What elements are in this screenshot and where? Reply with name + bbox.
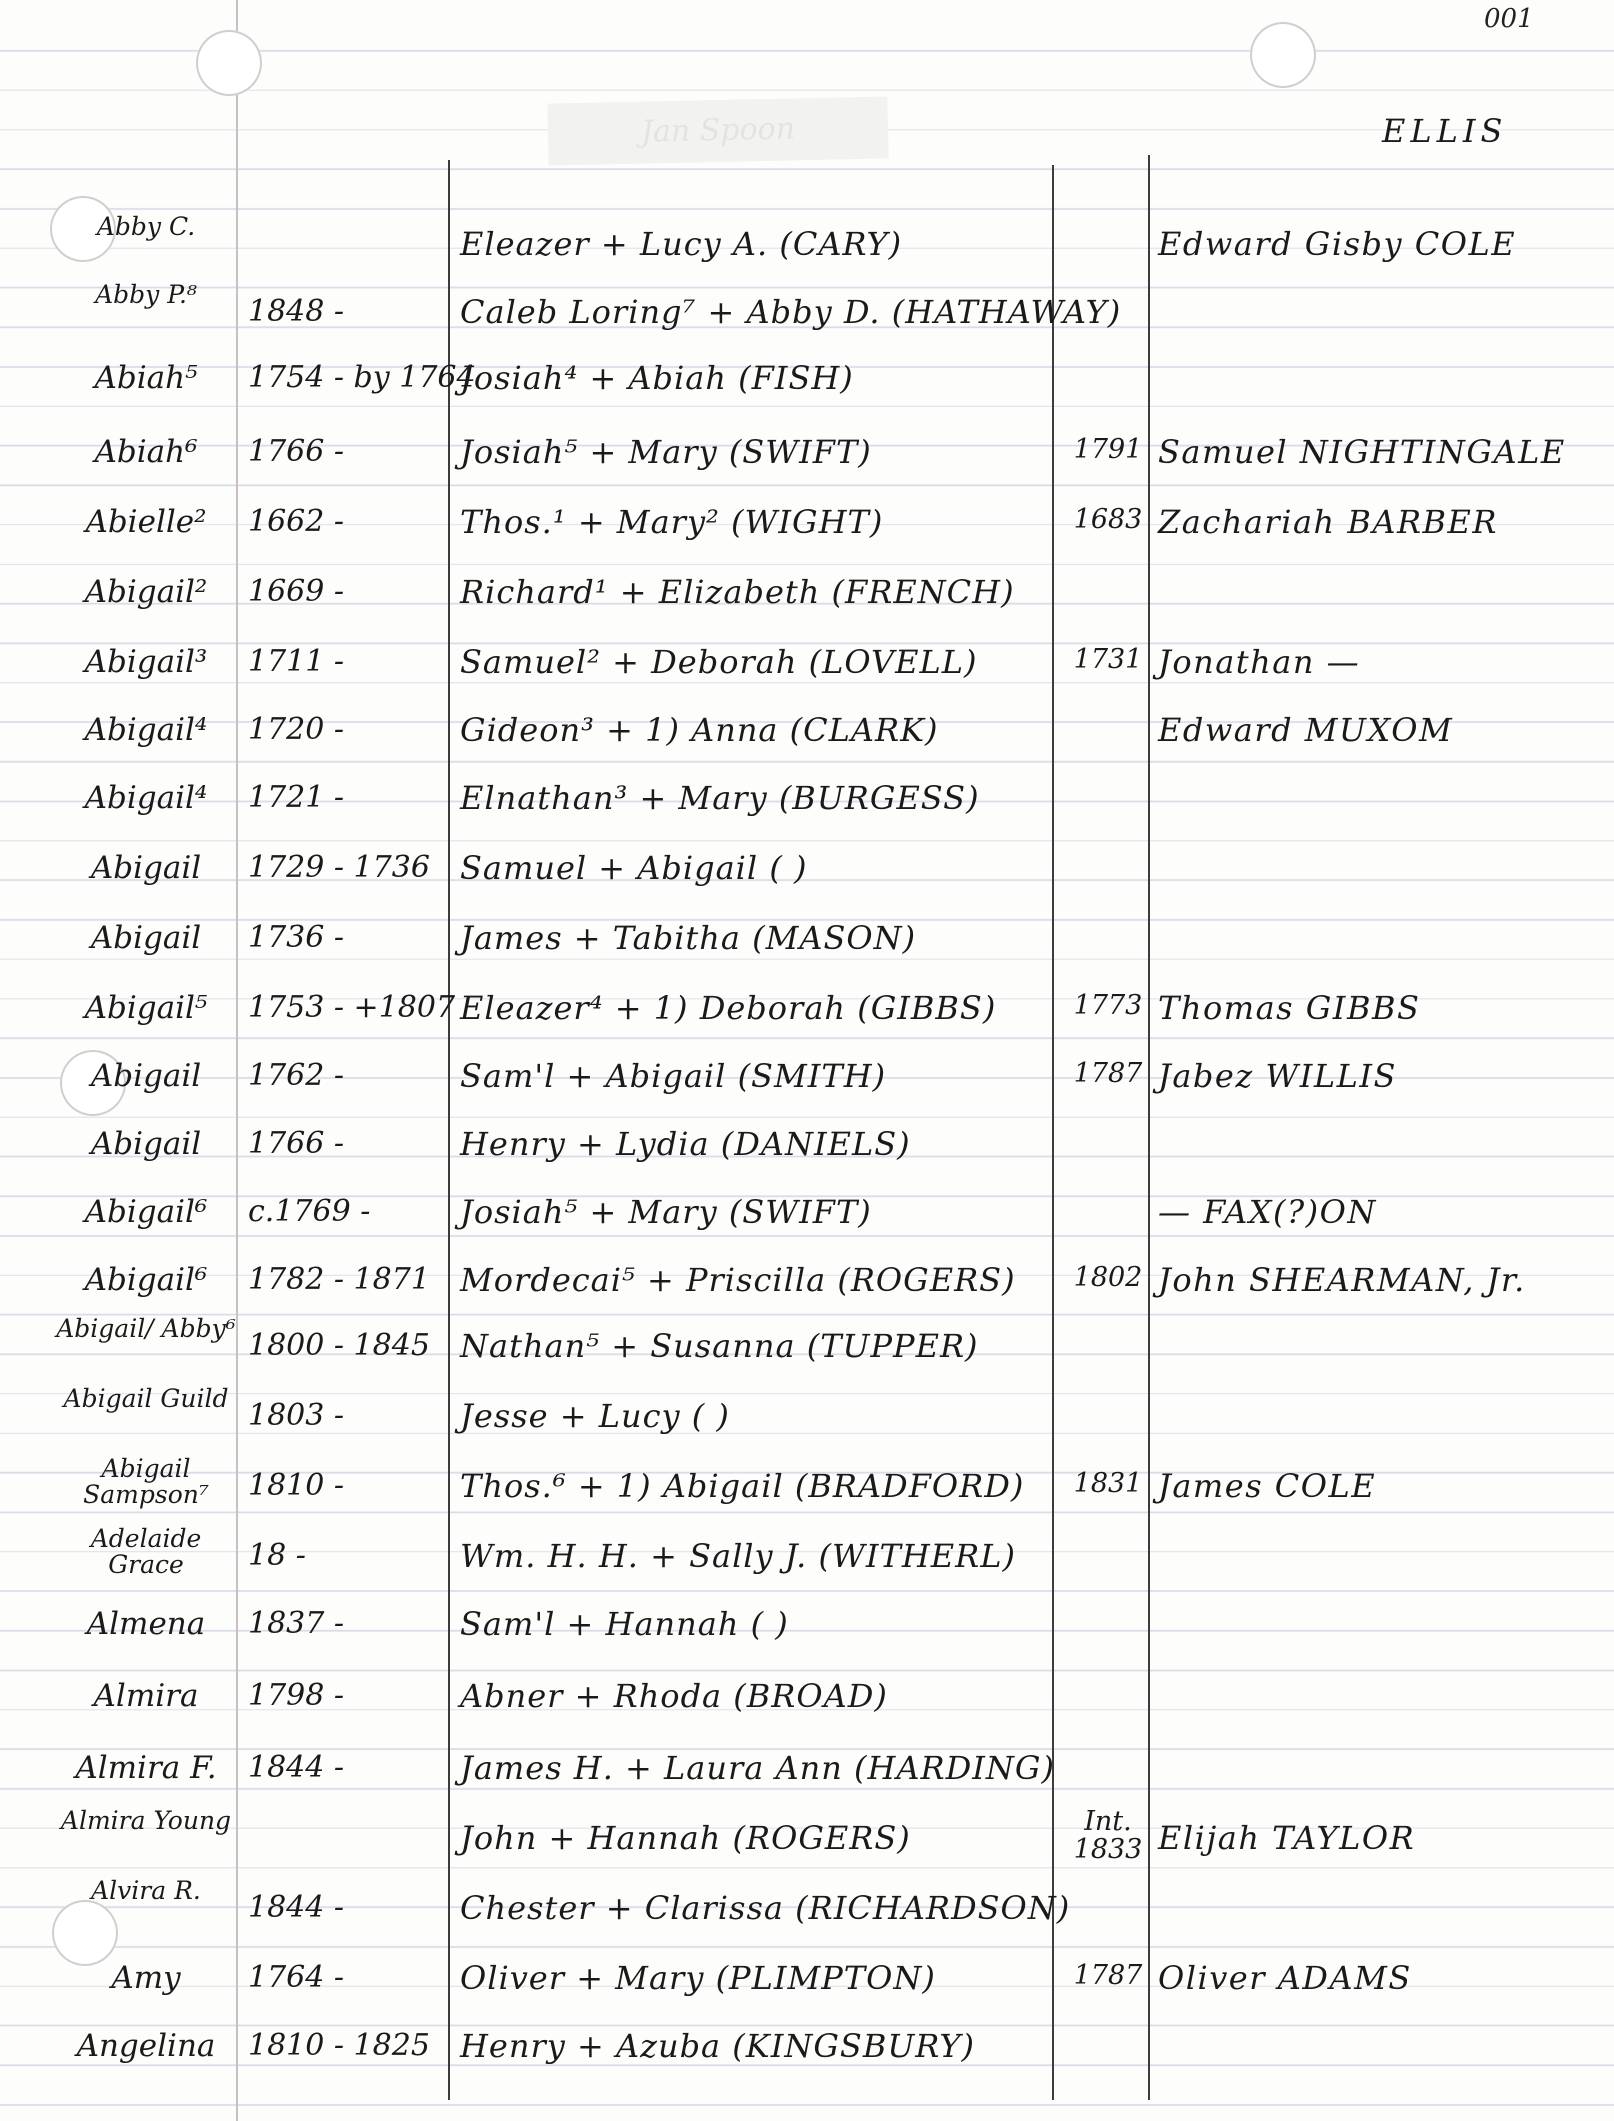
entry-date: 1798 - (248, 1678, 345, 1713)
entry-marriage-year: 1773 (1073, 990, 1143, 1021)
entry-parents: Abner + Rhoda (BROAD) (460, 1677, 888, 1715)
surname-heading: ELLIS (1382, 112, 1508, 150)
entry-name: Abielle² (85, 504, 207, 540)
entry-parents: James H. + Laura Ann (HARDING) (460, 1749, 1055, 1787)
entry-name: Amy (111, 1960, 181, 1996)
entry-spouse: John SHEARMAN, Jr. (1158, 1261, 1526, 1299)
entry-date: 1754 - by 1764 (248, 360, 476, 395)
entry-parents: Sam'l + Hannah ( ) (460, 1605, 789, 1643)
entry-name: Abigail⁶ (84, 1262, 208, 1298)
entry-date: 1729 - 1736 (248, 850, 430, 885)
entry-date: 1766 - (248, 1126, 345, 1161)
entry-row (0, 433, 1614, 506)
entry-row (0, 1193, 1614, 1266)
entry-spouse: — FAX(?)ON (1158, 1193, 1377, 1231)
entry-name: Abigail⁴ (84, 780, 208, 816)
entry-row (0, 280, 1614, 366)
entry-date: 1803 - (248, 1398, 345, 1433)
entry-name: Abigail/ Abby⁶ (56, 1314, 236, 1343)
entry-spouse: Thomas GIBBS (1158, 989, 1421, 1027)
entry-row (0, 849, 1614, 922)
entry-date: 1764 - (248, 1960, 345, 1995)
entry-date: 1720 - (248, 712, 345, 747)
entry-date: 1766 - (248, 434, 345, 469)
entry-parents: Henry + Azuba (KINGSBURY) (460, 2027, 976, 2065)
entry-parents: Mordecai⁵ + Priscilla (ROGERS) (460, 1261, 1016, 1299)
entry-row (0, 1959, 1614, 2032)
entry-marriage-year: 1802 (1073, 1262, 1143, 1293)
entry-row (0, 1876, 1614, 1962)
entry-parents: Eleazer⁴ + 1) Deborah (GIBBS) (460, 989, 997, 1027)
entry-spouse: Zachariah BARBER (1158, 503, 1498, 541)
entry-parents: Thos.⁶ + 1) Abigail (BRADFORD) (460, 1467, 1025, 1505)
entry-row (0, 1384, 1614, 1470)
entry-marriage-year: 1791 (1073, 434, 1143, 465)
entry-name: Abigail⁵ (84, 990, 208, 1026)
entry-row (0, 1749, 1614, 1822)
entry-row (0, 573, 1614, 646)
faded-label-strip (547, 96, 888, 165)
entry-row (0, 212, 1614, 298)
entry-row (0, 1605, 1614, 1678)
entry-name: Abiah⁵ (94, 360, 198, 396)
entry-name: Adelaide Grace (90, 1524, 202, 1580)
entry-row (0, 1314, 1614, 1400)
entry-marriage-year: 1731 (1073, 644, 1143, 675)
entry-parents: Samuel² + Deborah (LOVELL) (460, 643, 978, 681)
entry-marriage-year: 1787 (1073, 1058, 1143, 1089)
entry-parents: Richard¹ + Elizabeth (FRENCH) (460, 573, 1015, 611)
entry-name: Alvira R. (91, 1876, 201, 1905)
punch-hole-top-left (196, 30, 262, 96)
entry-name: Angelina (76, 2028, 216, 2064)
entry-name: Almira (93, 1678, 199, 1714)
entry-name: Abigail⁴ (84, 712, 208, 748)
entry-name: Abigail Guild (63, 1384, 229, 1413)
entry-row (0, 1261, 1614, 1334)
entry-parents: Oliver + Mary (PLIMPTON) (460, 1959, 936, 1997)
entry-name: Abigail (90, 1126, 202, 1162)
entry-parents: Henry + Lydia (DANIELS) (460, 1125, 911, 1163)
entry-date: 1782 - 1871 (248, 1262, 430, 1297)
entry-spouse: Elijah TAYLOR (1158, 1819, 1416, 1857)
entry-date: 1753 - +1807 (248, 990, 456, 1025)
entry-row (0, 1454, 1614, 1540)
entry-parents: Elnathan³ + Mary (BURGESS) (460, 779, 980, 817)
entry-name: Almena (86, 1606, 206, 1642)
entry-parents: Nathan⁵ + Susanna (TUPPER) (460, 1327, 979, 1365)
entry-date: 1662 - (248, 504, 345, 539)
entry-parents: John + Hannah (ROGERS) (460, 1819, 911, 1857)
punch-hole-top-right (1250, 22, 1316, 88)
entry-name: Abigail² (84, 574, 208, 610)
entry-date: 1844 - (248, 1890, 345, 1925)
entry-name: Abigail (90, 850, 202, 886)
entry-marriage-year: 1831 (1073, 1468, 1143, 1499)
entry-parents: Eleazer + Lucy A. (CARY) (460, 225, 903, 263)
entry-row (0, 643, 1614, 716)
entry-date: 1711 - (248, 644, 345, 679)
entry-row (0, 919, 1614, 992)
entry-date: 1736 - (248, 920, 345, 955)
entry-parents: Thos.¹ + Mary² (WIGHT) (460, 503, 884, 541)
entry-spouse: Edward MUXOM (1158, 711, 1454, 749)
entry-parents: James + Tabitha (MASON) (460, 919, 917, 957)
entry-parents: Wm. H. H. + Sally J. (WITHERL) (460, 1537, 1016, 1575)
entry-name: Abigail (90, 920, 202, 956)
entry-date: 1837 - (248, 1606, 345, 1641)
entry-marriage-year: 1787 (1073, 1960, 1143, 1991)
entry-spouse: Jonathan — (1158, 643, 1361, 681)
entry-parents: Sam'l + Abigail (SMITH) (460, 1057, 887, 1095)
entry-date: 1810 - (248, 1468, 345, 1503)
entry-name: Abigail (90, 1058, 202, 1094)
entry-parents: Samuel + Abigail ( ) (460, 849, 808, 887)
entry-parents: Chester + Clarissa (RICHARDSON) (460, 1889, 1071, 1927)
entry-parents: Caleb Loring⁷ + Abby D. (HATHAWAY) (460, 293, 1122, 331)
entry-spouse: Edward Gisby COLE (1158, 225, 1517, 263)
entry-name: Abby C. (96, 212, 196, 241)
entry-spouse: Samuel NIGHTINGALE (1158, 433, 1566, 471)
entry-name: Abigail⁶ (84, 1194, 208, 1230)
entry-date: 1800 - 1845 (248, 1328, 430, 1363)
entry-date: 18 - (248, 1538, 306, 1573)
entry-spouse: Oliver ADAMS (1158, 1959, 1412, 1997)
entry-date: c.1769 - (248, 1194, 371, 1229)
entry-marriage-year: 1683 (1073, 504, 1143, 535)
entry-date: 1721 - (248, 780, 345, 815)
entry-name: Abigail³ (84, 644, 208, 680)
entry-name: Almira F. (75, 1750, 217, 1786)
entry-row (0, 711, 1614, 784)
entry-date: 1810 - 1825 (248, 2028, 430, 2063)
entry-row (0, 2027, 1614, 2100)
entry-row (0, 1057, 1614, 1130)
entry-spouse: Jabez WILLIS (1158, 1057, 1397, 1095)
entry-spouse: James COLE (1158, 1467, 1377, 1505)
entry-row (0, 1125, 1614, 1198)
entry-marriage-year: Int. 1833 (1073, 1806, 1143, 1866)
entry-row (0, 359, 1614, 432)
entry-row (0, 503, 1614, 576)
entry-name: Abigail Sampson⁷ (83, 1454, 209, 1510)
entry-row (0, 779, 1614, 852)
entry-date: 1762 - (248, 1058, 345, 1093)
entry-name: Abiah⁶ (94, 434, 198, 470)
entry-parents: Gideon³ + 1) Anna (CLARK) (460, 711, 939, 749)
entry-row (0, 989, 1614, 1062)
faded-label-text: Jan Spoon (640, 111, 796, 150)
entry-parents: Josiah⁵ + Mary (SWIFT) (460, 1193, 872, 1231)
entry-name: Almira Young (60, 1806, 232, 1835)
entry-date: 1848 - (248, 294, 345, 329)
entry-date: 1669 - (248, 574, 345, 609)
entry-date: 1844 - (248, 1750, 345, 1785)
entry-parents: Josiah⁵ + Mary (SWIFT) (460, 433, 872, 471)
entry-row (0, 1806, 1614, 1892)
page-number: 001 (1484, 4, 1534, 34)
entry-row (0, 1677, 1614, 1750)
entry-parents: Josiah⁴ + Abiah (FISH) (460, 359, 854, 397)
entry-parents: Jesse + Lucy ( ) (460, 1397, 730, 1435)
entry-row (0, 1524, 1614, 1610)
entry-name: Abby P.⁸ (95, 280, 197, 309)
